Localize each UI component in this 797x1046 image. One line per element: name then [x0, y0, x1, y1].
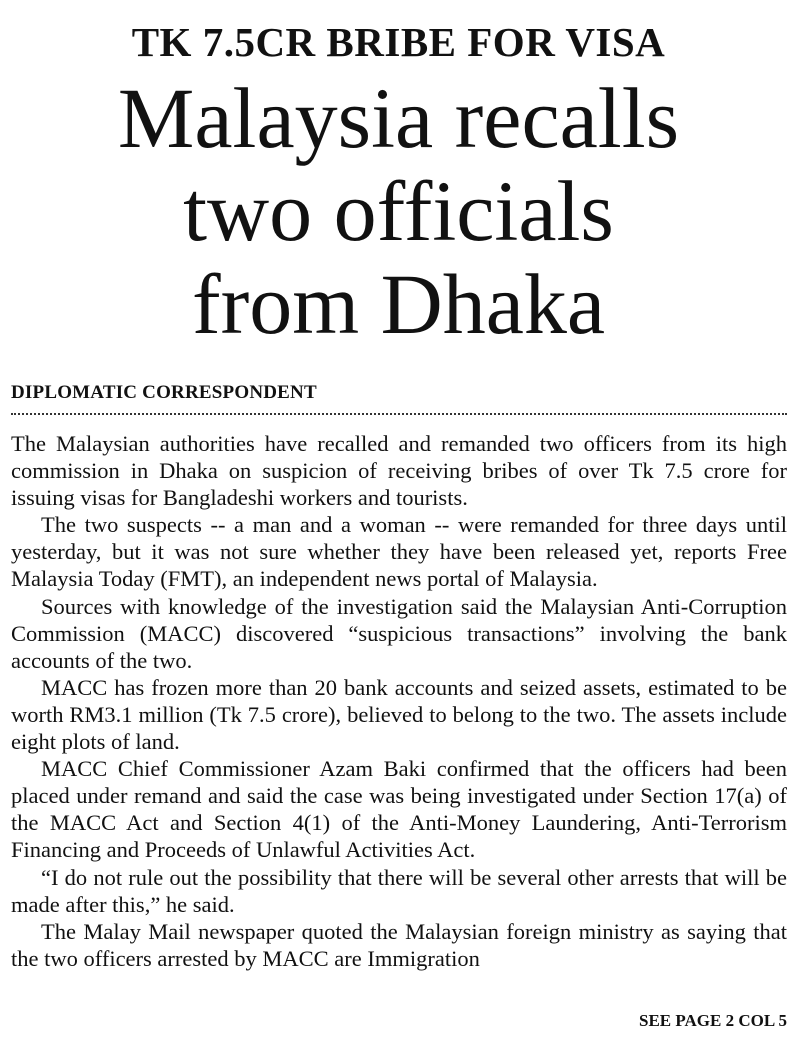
- continuation-note[interactable]: SEE PAGE 2 COL 5: [639, 1011, 787, 1030]
- article-paragraph: MACC Chief Commissioner Azam Baki confirmed that the officers had been placed under remand and said the case was being investigated under Section 17(a) of the MACC Act and Section 4(1) of the Anti-Money Laundering, Anti-Terrorism Financing and Proceeds of Unlawful Activities Act.: [11, 756, 787, 863]
- headline-line: two officials: [183, 163, 614, 259]
- article-paragraph: The two suspects -- a man and a woman -- were remanded for three days until yesterday, but it was not sure whether they have been released yet, reports Free Malaysia Today (FMT), an independent news portal of Malaysia.: [11, 512, 787, 592]
- kicker-headline: TK 7.5CR BRIBE FOR VISA: [131, 19, 666, 65]
- byline: DIPLOMATIC CORRESPONDENT: [11, 382, 317, 403]
- article-paragraph: The Malay Mail newspaper quoted the Malaysian foreign ministry as saying that the two officers arrested by MACC are Immigration: [11, 918, 787, 971]
- headline-line: Malaysia recalls: [117, 70, 680, 166]
- article-paragraph: “I do not rule out the possibility that there will be several other arrests that will be made after this,” he said.: [11, 864, 787, 917]
- main-headline: [0, 72, 797, 351]
- article-paragraph: Sources with knowledge of the investigation said the Malaysian Anti-Corruption Commission (MACC) discovered “suspicious transactions” involving the bank accounts of the two.: [11, 593, 787, 673]
- article-body: [11, 430, 787, 972]
- article-paragraph: MACC has frozen more than 20 bank accounts and seized assets, estimated to be worth RM3.1 million (Tk 7.5 crore), believed to belong to the two. The assets include eight plots of land.: [11, 674, 787, 755]
- article-paragraph: The Malaysian authorities have recalled and remanded two officers from its high commission in Dhaka on suspicion of receiving bribes of over Tk 7.5 crore for issuing visas for Bangladeshi workers and tourists.: [11, 431, 787, 511]
- dotted-divider: [11, 413, 787, 415]
- headline-line: from Dhaka: [191, 256, 606, 352]
